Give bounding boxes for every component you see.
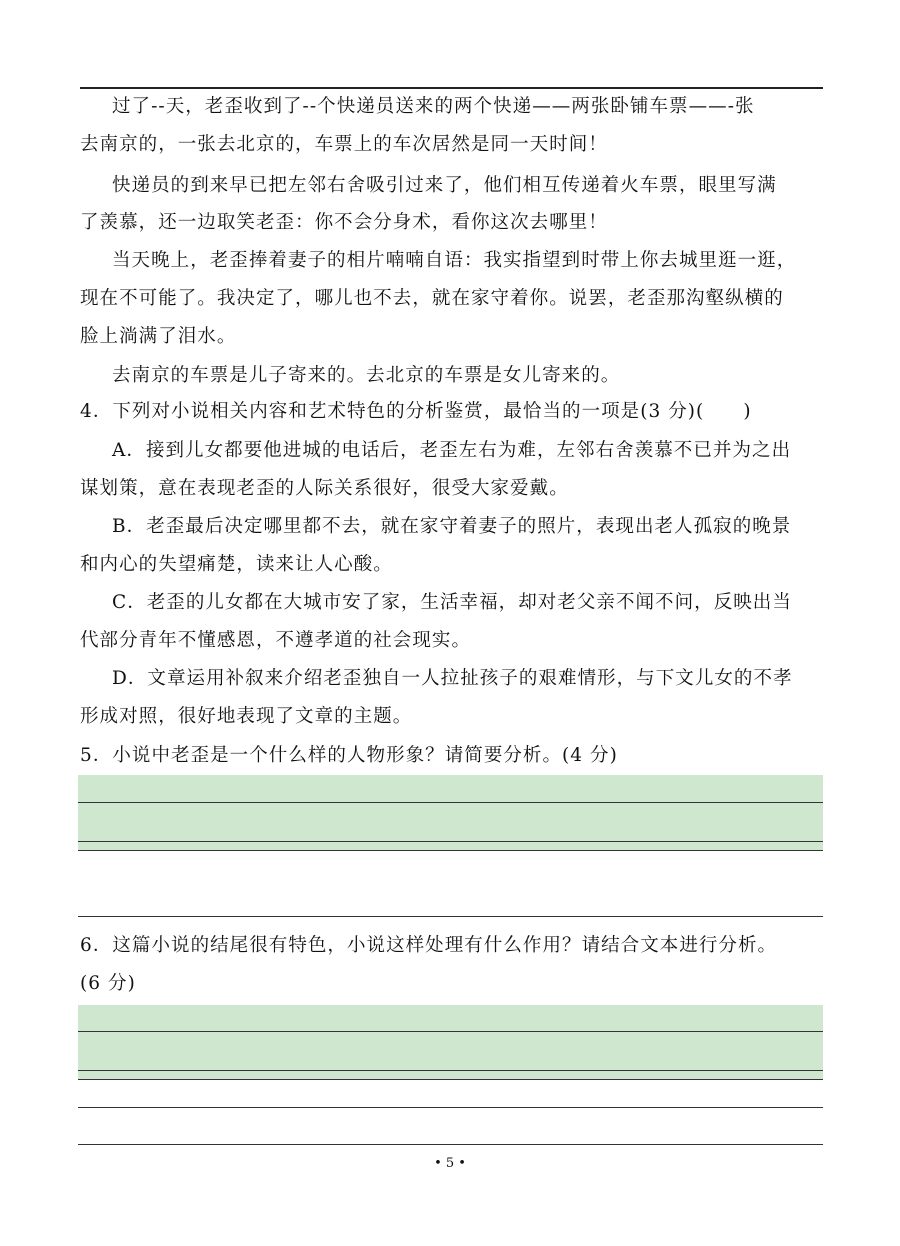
q6-answer-line-3[interactable] [78, 1079, 823, 1080]
q5-answer-highlight-strip [78, 842, 823, 850]
question-5-stem: 5．小说中老歪是一个什么样的人物形象？请简要分析。(4 分) [80, 745, 618, 766]
passage-p2-line1: 快递员的到来早已把左邻右舍吸引过来了，他们相互传递着火车票，眼里写满 [112, 175, 777, 196]
passage-p3-line2: 现在不可能了。我决定了，哪儿也不去，就在家守着你。说罢，老歪那沟壑纵横的 [80, 288, 784, 309]
page-number: • 5 • [434, 1156, 466, 1171]
option-d-line1: D．文章运用补叙来介绍老歪独自一人拉扯孩子的艰难情形，与下文儿女的不孝 [112, 668, 793, 689]
passage-p4-line1: 去南京的车票是儿子寄来的。去北京的车票是女儿寄来的。 [112, 365, 621, 386]
passage-p3-line1: 当天晚上，老歪捧着妻子的相片喃喃自语：我实指望到时带上你去城里逛一逛， [112, 250, 797, 271]
q5-answer-line-4[interactable] [78, 916, 823, 917]
passage-p1-line1: 过了--天，老歪收到了--个快递员送来的两个快递——两张卧铺车票——-张 [112, 96, 755, 117]
q6-answer-line-4[interactable] [78, 1107, 823, 1108]
option-c-line1: C．老歪的儿女都在大城市安了家，生活幸福，却对老父亲不闻不问，反映出当 [112, 592, 792, 613]
question-4-stem: 4．下列对小说相关内容和艺术特色的分析鉴赏，最恰当的一项是(3 分)( ) [80, 401, 752, 422]
q5-answer-line-3[interactable] [78, 850, 823, 851]
option-a-line2: 谋划策，意在表现老歪的人际关系很好，很受大家爱戴。 [80, 478, 569, 499]
passage-p3-line3: 脸上淌满了泪水。 [80, 326, 237, 347]
q6-answer-highlight [78, 1005, 823, 1071]
q6-answer-highlight-strip [78, 1071, 823, 1079]
q5-answer-highlight [78, 775, 823, 841]
passage-p2-line2: 了羡慕，还一边取笑老歪：你不会分身术，看你这次去哪里！ [80, 212, 608, 233]
q6-answer-line-1[interactable] [78, 1031, 823, 1032]
question-6-stem-line1: 6．这篇小说的结尾很有特色，小说这样处理有什么作用？请结合文本进行分析。 [80, 935, 778, 956]
option-b-line1: B．老歪最后决定哪里都不去，就在家守着妻子的照片，表现出老人孤寂的晚景 [112, 516, 792, 537]
passage-p1-line2: 去南京的，一张去北京的，车票上的车次居然是同一天时间！ [80, 134, 608, 155]
q5-answer-line-1[interactable] [78, 802, 823, 803]
option-a-line1: A．接到儿女都要他进城的电话后，老歪左右为难，左邻右舍羡慕不已并为之出 [112, 440, 792, 461]
option-d-line2: 形成对照，很好地表现了文章的主题。 [80, 706, 413, 727]
option-c-line2: 代部分青年不懂感恩，不遵孝道的社会现实。 [80, 630, 472, 651]
q6-answer-line-5[interactable] [78, 1144, 823, 1145]
option-b-line2: 和内心的失望痛楚，读来让人心酸。 [80, 554, 393, 575]
question-6-stem-line2: (6 分) [80, 973, 136, 994]
